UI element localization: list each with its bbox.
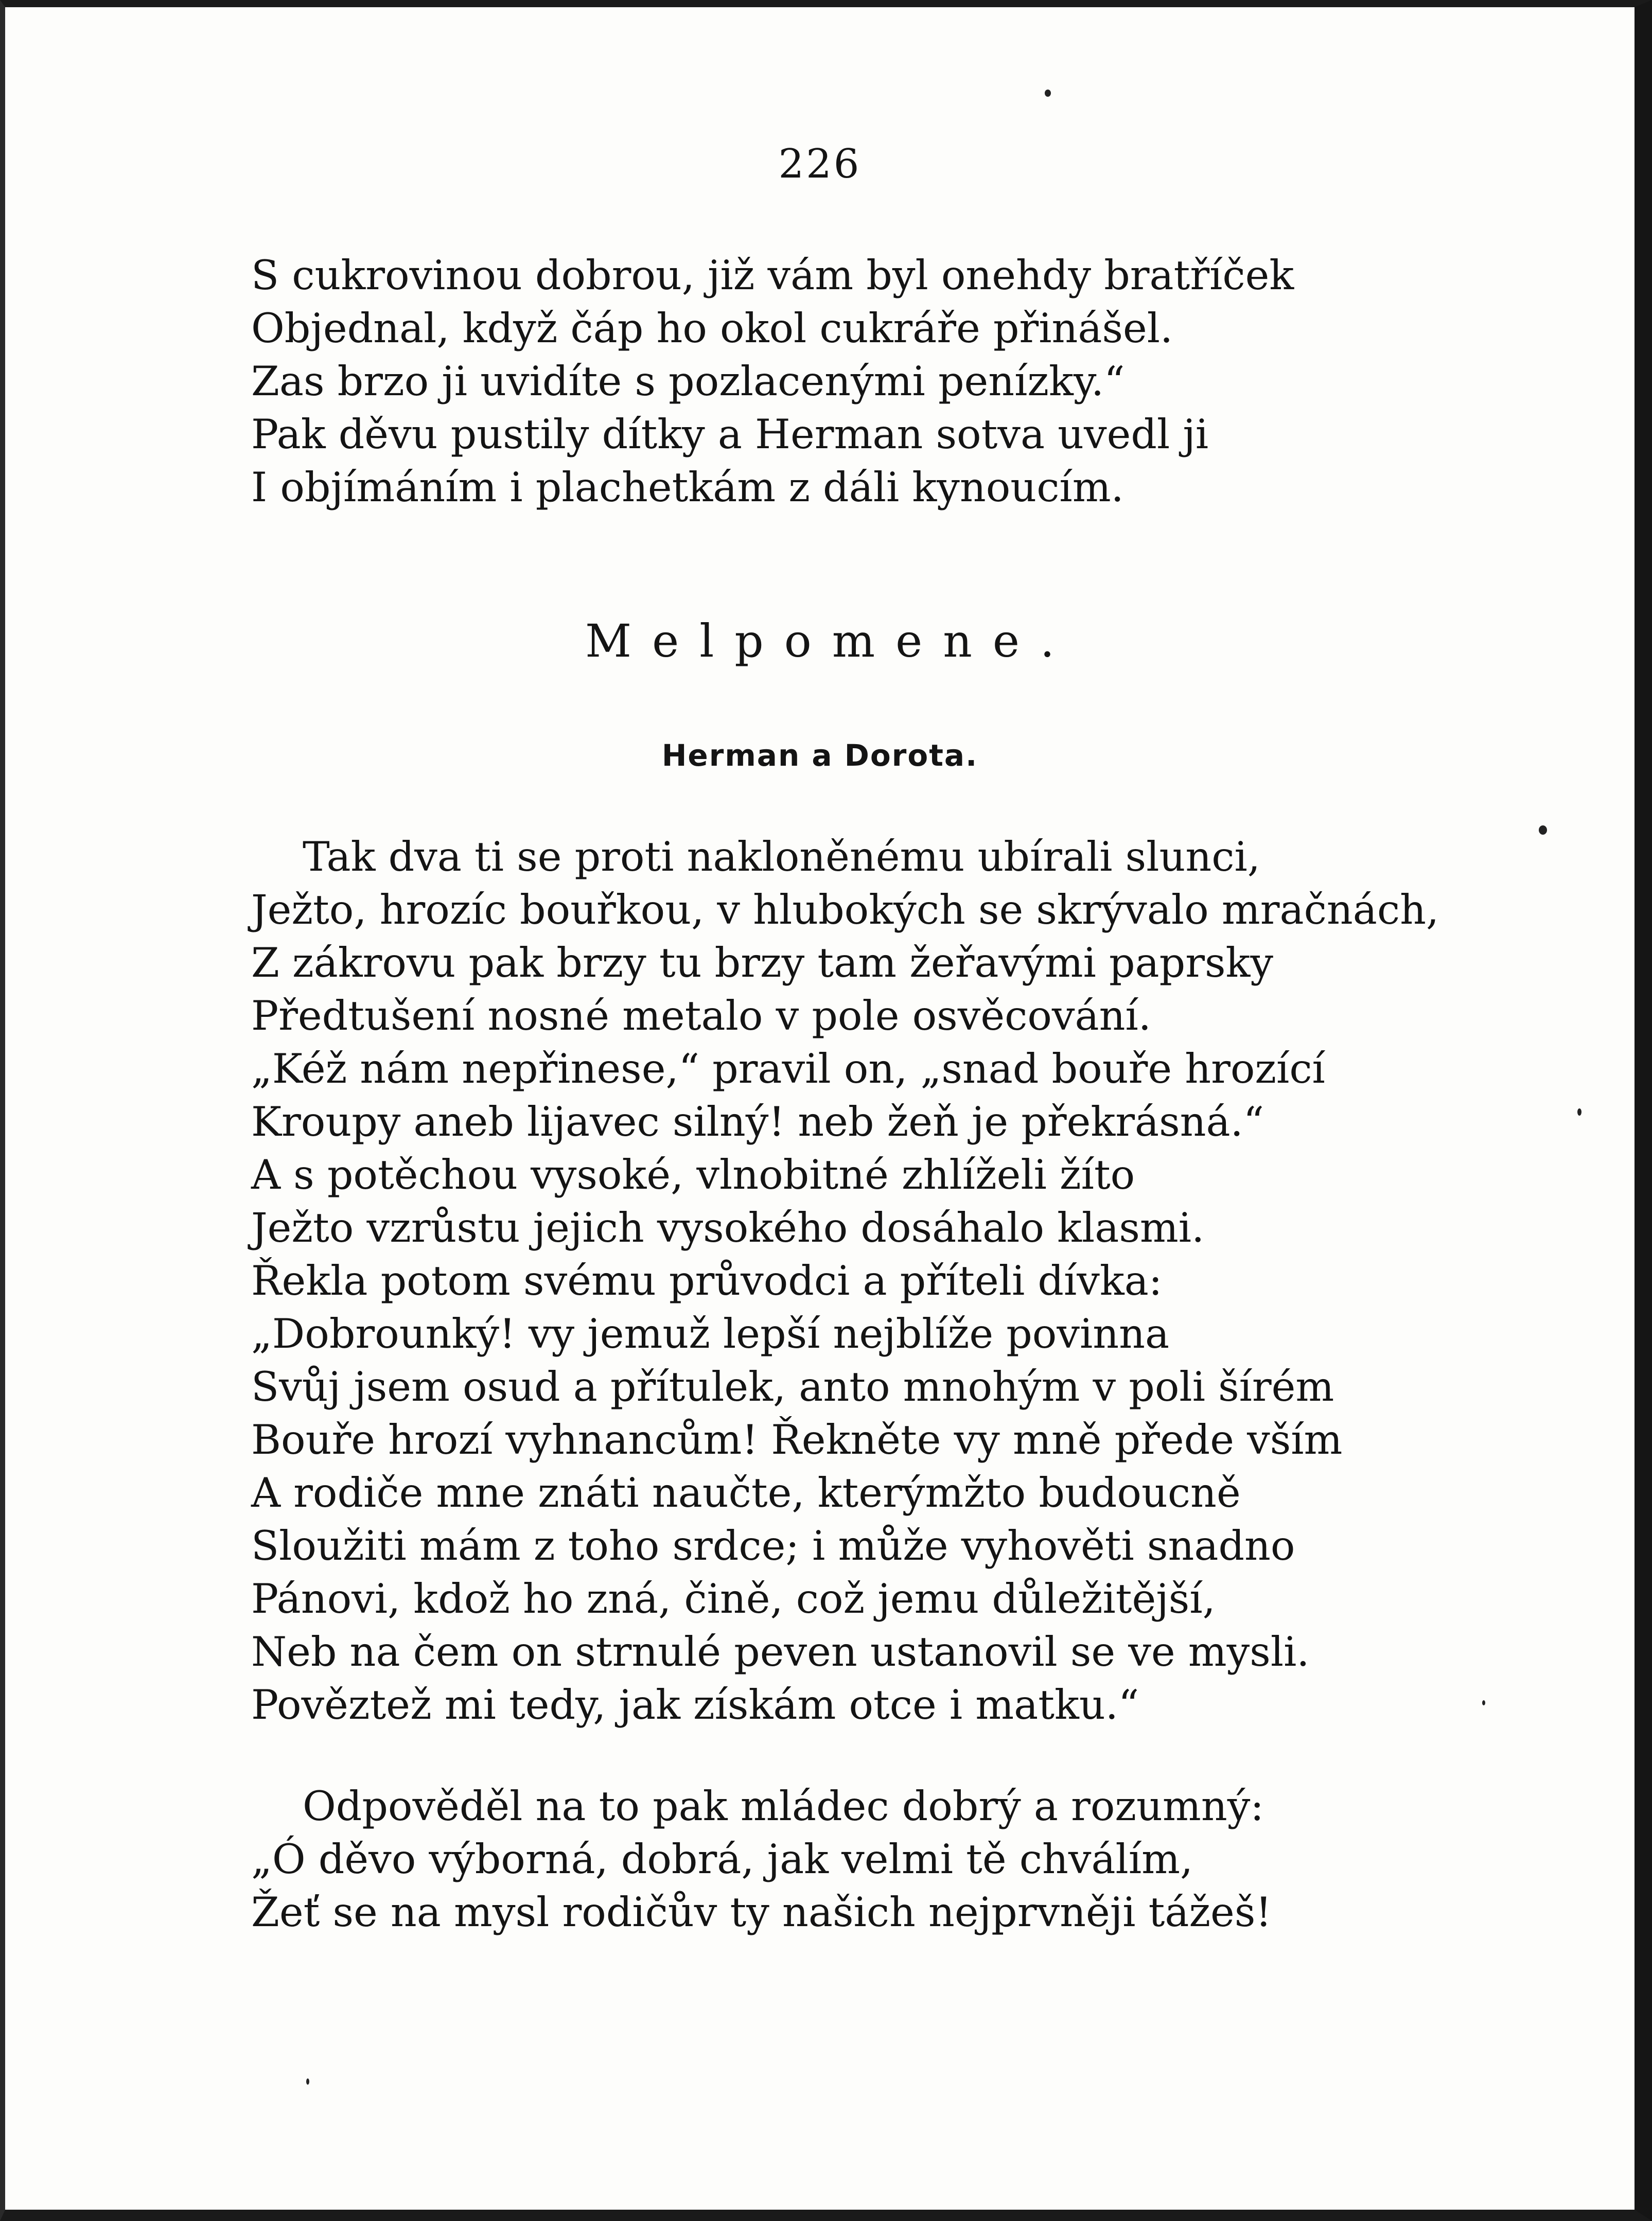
verse-line: Řekla potom svému průvodci a příteli dívka: (251, 1257, 1163, 1305)
scan-speck (1482, 1700, 1485, 1705)
stanza-2 (251, 1780, 1579, 1939)
scan-speck (1045, 90, 1051, 97)
verse-line: Ježto vzrůstu jejich vysokého dosáhalo klasmi. (251, 1204, 1205, 1251)
verse-line: Sloužiti mám z toho srdce; i může vyhověti snadno (251, 1522, 1295, 1570)
verse-line: Z zákrovu pak brzy tu brzy tam žeřavými paprsky (251, 939, 1274, 986)
verse-line: Bouře hrozí vyhnancům! Řekněte vy mně přede vším (251, 1416, 1343, 1464)
verse-line: A rodiče mne znáti naučte, kterýmžto budoucně (251, 1469, 1241, 1517)
verse-line: Ježto, hrozíc bouřkou, v hlubokých se skrývalo mračnách, (251, 886, 1439, 933)
verse-line: Pověztež mi tedy, jak získám otce i matku.“ (251, 1681, 1139, 1729)
verse-line: S cukrovinou dobrou, již vám byl onehdy bratříček (251, 252, 1294, 299)
verse-line: Tak dva ti se proti nakloněnému ubírali slunci, (303, 833, 1260, 880)
verse-line: Žeť se na mysl rodičův ty našich nejprvněji tážeš! (251, 1889, 1272, 1936)
section-title: Melpomene. (585, 614, 1075, 667)
stanza-1 (251, 831, 1579, 1732)
verse-line: Neb na čem on strnulé peven ustanovil se ve mysli. (251, 1628, 1310, 1676)
verse-line: „Dobrounký! vy jemuž lepší nejblíže povinna (251, 1310, 1170, 1358)
verse-line: Odpověděl na to pak mládec dobrý a rozumný: (303, 1783, 1264, 1830)
verse-line: „Kéž nám nepřinese,“ pravil on, „snad bouře hrozící (251, 1045, 1325, 1092)
verse-line: Kroupy aneb lijavec silný! neb žeň je překrásná.“ (251, 1098, 1264, 1145)
poem-title: Herman a Dorota. (661, 738, 978, 773)
page-number: 226 (778, 141, 862, 187)
verse-line: I objímáním i plachetkám z dáli kynoucím. (251, 464, 1124, 511)
verse-line: Pánovi, kdož ho zná, čině, což jemu důležitější, (251, 1575, 1216, 1623)
verse-line: Předtušení nosné metalo v pole osvěcování. (251, 992, 1151, 1039)
verse-line: „Ó děvo výborná, dobrá, jak velmi tě chválím, (251, 1836, 1193, 1883)
intro-stanza (251, 249, 1579, 514)
scan-speck (1539, 825, 1547, 835)
scan-speck (306, 2078, 309, 2085)
verse-line: Objednal, když čáp ho okol cukráře přinášel. (251, 305, 1173, 352)
verse-line: Pak děvu pustily dítky a Herman sotva uvedl ji (251, 411, 1209, 458)
scan-speck (1577, 1108, 1581, 1116)
verse-line: Svůj jsem osud a přítulek, anto mnohým v poli šírém (251, 1363, 1334, 1411)
verse-line: Zas brzo ji uvidíte s pozlacenými penízky.“ (251, 358, 1125, 405)
verse-line: A s potěchou vysoké, vlnobitné zhlíželi žíto (251, 1151, 1135, 1198)
